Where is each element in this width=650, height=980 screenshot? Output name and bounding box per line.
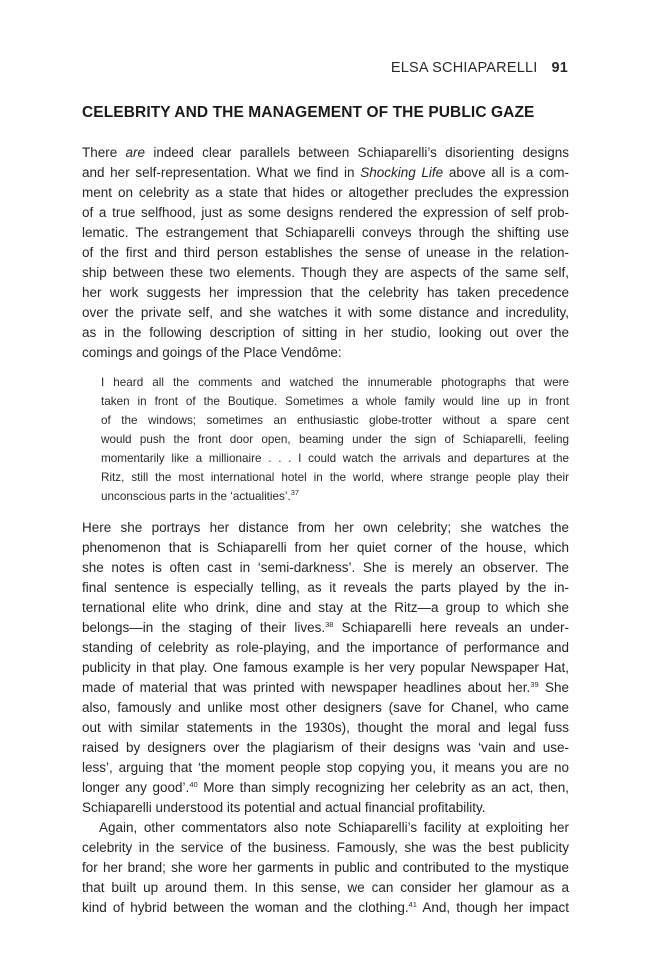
section-heading: CELEBRITY AND THE MANAGEMENT OF THE PUBLIC GAZE (82, 104, 535, 121)
quote-line: would push the front door open, beaming under the sign of Schiaparelli, feeling (101, 433, 569, 446)
text-line: Again, other commentators also note Schiaparelli’s facility at exploiting her (99, 820, 569, 835)
page-number: 91 (551, 60, 568, 76)
text-line: celebrity in the service of the business. Famously, she was the best publicity (82, 840, 569, 855)
text-line: ship between these two elements. Though they are aspects of the same self, (82, 265, 569, 280)
paragraph-1 (82, 143, 569, 363)
text-line: comings and goings of the Place Vendôme: (82, 345, 342, 360)
text-line: There are indeed clear parallels between Schiaparelli’s disorienting designs (82, 145, 569, 160)
block-quote (101, 373, 569, 506)
text-line: Schiaparelli understood its potential and actual financial profitability. (82, 800, 486, 815)
text-line: for her brand; she wore her garments in public and contributed to the mystique (82, 860, 569, 875)
footnote-ref[interactable]: 39 (530, 680, 539, 689)
text-line: out with similar statements in the 1930s), thought the moral and legal fuss (82, 720, 569, 735)
text-line: kind of hybrid between the woman and the clothing.$^{41}$ And, though her impact (82, 900, 569, 915)
text-line: ment on celebrity as a state that hides or altogether precludes the expression (82, 185, 569, 200)
text-line: of a true selfhood, just as some designs rendered the expression of self prob- (82, 205, 569, 220)
text-line: ternational elite who drink, dine and stay at the Ritz—a group to which she (82, 600, 569, 615)
text-line: and her self-representation. What we find in Shocking Life above all is a com- (82, 165, 569, 180)
text-line: her work suggests her impression that the celebrity has taken precedence (82, 285, 569, 300)
text-line: final sentence is especially telling, as it reveals the parts played by the in- (82, 580, 569, 595)
text-line: belongs—in the staging of their lives.$^{38}$ Schiaparelli here reveals an under- (82, 620, 569, 635)
quote-line: unconscious parts in the ‘actualities’.$^{37}$ (101, 488, 300, 503)
quote-line: Ritz, still the most international hotel in the world, where strange people play their (101, 471, 569, 484)
text-line: she notes is often cast in ‘semi-darkness’. She is merely an observer. The (82, 560, 569, 575)
text-line: made of material that was printed with newspaper headlines about her.$^{39}$ She (82, 680, 569, 695)
text-line: longer any good’.$^{40}$ More than simply recognizing her celebrity as an act, then, (82, 780, 569, 795)
running-head-author: ELSA SCHIAPARELLI (390, 60, 538, 76)
text-line: standing of celebrity as role-playing, and the importance of performance and (82, 640, 569, 655)
quote-line: momentarily like a millionaire . . . I could watch the arrivals and departures at the (101, 452, 569, 465)
running-head (391, 60, 568, 76)
paragraph-2 (82, 518, 569, 818)
text-line: Here she portrays her distance from her own celebrity; she watches the (82, 520, 569, 535)
text-line: that built up around them. In this sense, we can consider her glamour as a (82, 880, 569, 895)
text-line: publicity in that play. One famous example is her very popular Newspaper Hat, (82, 660, 569, 675)
footnote-ref[interactable]: 40 (189, 780, 198, 789)
text-line: lematic. The estrangement that Schiaparelli conveys through the shifting use (82, 225, 569, 240)
footnote-ref[interactable]: 37 (290, 488, 300, 497)
quote-line: taken in front of the Boutique. Sometimes a whole family would line up in front (101, 395, 569, 408)
text-line: also, famously and unlike most other designers (save for Chanel, who came (82, 700, 569, 715)
quote-line: I heard all the comments and watched the innumerable photographs that were (101, 376, 569, 389)
text-line: raised by designers over the plagiarism of their designs was ‘vain and use- (82, 740, 569, 755)
text-line: over the private self, and she watches it with some distance and incredulity, (82, 305, 569, 320)
text-line: as in the following description of sitting in her studio, looking out over the (82, 325, 569, 340)
paragraph-3 (82, 818, 569, 918)
text-line: phenomenon that is Schiaparelli from her quiet corner of the house, which (82, 540, 569, 555)
quote-line: of the windows; sometimes an enthusiastic globe-trotter without a spare cent (101, 414, 569, 427)
footnote-ref[interactable]: 41 (408, 900, 417, 909)
text-line: of the first and third person establishes the sense of unease in the relation- (82, 245, 569, 260)
text-line: less’, arguing that ‘the moment people stop copying you, it means you are no (82, 760, 569, 775)
footnote-ref[interactable]: 38 (325, 620, 334, 629)
